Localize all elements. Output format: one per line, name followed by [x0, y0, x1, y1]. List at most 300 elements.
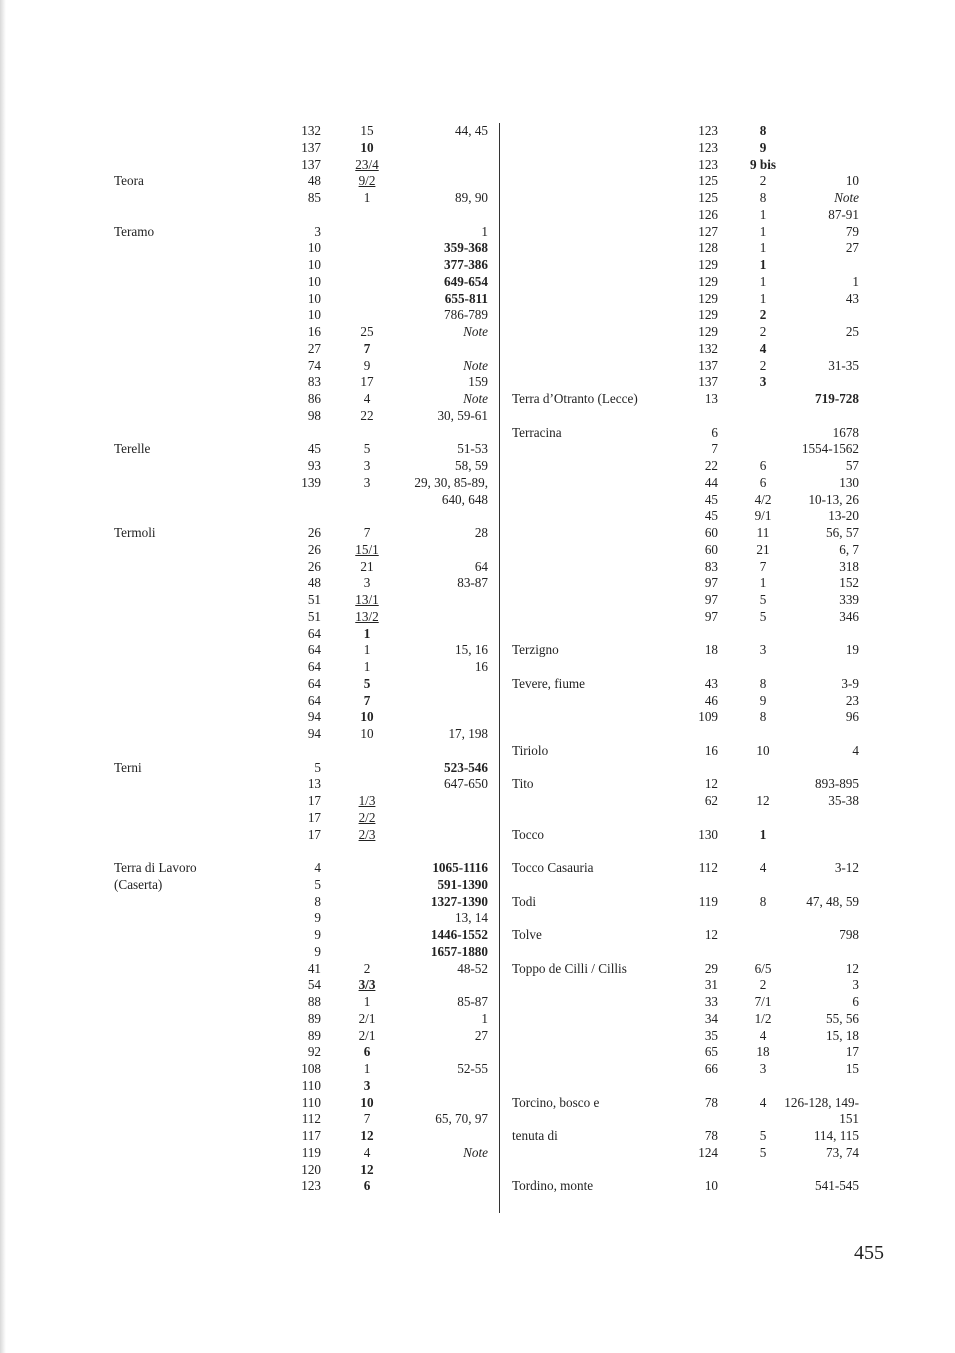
- index-entry-row: [0, 307, 498, 324]
- volume-number: 83: [307, 374, 321, 390]
- index-entry-row: [500, 341, 955, 358]
- page-reference: 28: [474, 525, 488, 540]
- index-entry-row: [500, 1145, 955, 1162]
- page-reference: 10-13, 26: [808, 491, 859, 507]
- page-reference: 17, 198: [448, 726, 488, 741]
- volume-number: 18: [704, 642, 718, 658]
- page-reference: 126-128, 149-: [784, 1094, 859, 1110]
- index-entry-row: [0, 1028, 498, 1045]
- page-reference: 56, 57: [826, 525, 859, 540]
- page-reference: 151: [839, 1111, 859, 1127]
- issue-number: 6/5: [754, 960, 772, 976]
- issue-number: 6: [759, 458, 767, 473]
- issue-number: 1/2: [754, 1010, 772, 1026]
- issue-number: 1: [363, 994, 371, 1009]
- index-entry-row: [0, 860, 498, 877]
- volume-number: 123: [698, 139, 718, 155]
- page-reference: 359-368: [444, 240, 488, 256]
- page-reference: Note: [463, 391, 488, 406]
- volume-number: 26: [307, 558, 321, 574]
- volume-number: 64: [307, 659, 321, 674]
- issue-number: 9: [363, 357, 371, 373]
- page-reference: 58, 59: [455, 458, 488, 473]
- index-entry-row: [0, 1078, 498, 1095]
- issue-number: 9/1: [754, 508, 772, 524]
- index-entry-row: [500, 207, 955, 224]
- page-reference: 893-895: [815, 776, 859, 792]
- index-entry-row: [0, 810, 498, 827]
- issue-number: 2: [759, 307, 767, 323]
- issue-number: 12: [360, 1161, 374, 1177]
- issue-number: 9: [759, 139, 767, 155]
- issue-number: 4: [363, 391, 371, 406]
- index-entry-row: [0, 173, 498, 190]
- volume-number: 60: [704, 525, 718, 540]
- volume-number: 9: [314, 927, 321, 942]
- place-name: Terra d’Otranto (Lecce): [512, 391, 638, 406]
- index-entry-row: [500, 324, 955, 341]
- index-entry-row: [0, 1162, 498, 1179]
- index-entry-row: [0, 626, 498, 643]
- issue-number: 10: [360, 1094, 374, 1110]
- volume-number: 123: [698, 156, 718, 172]
- page-reference: 57: [845, 458, 859, 473]
- page-reference: 591-1390: [437, 876, 488, 892]
- volume-number: 119: [301, 1144, 321, 1160]
- issue-number: 7/1: [754, 994, 772, 1009]
- issue-number: 7: [363, 525, 371, 540]
- page-reference: 1327-1390: [430, 893, 488, 909]
- volume-number: 35: [704, 1027, 718, 1043]
- volume-number: 110: [301, 1094, 321, 1110]
- index-entry-row: [500, 676, 955, 693]
- index-entry-row: [0, 1178, 498, 1195]
- index-entry-row: [0, 709, 498, 726]
- index-entry-row: [0, 240, 498, 257]
- page-reference: 17: [845, 1044, 859, 1060]
- index-entry-row: [0, 944, 498, 961]
- page-reference: 30, 59-61: [437, 407, 488, 423]
- place-name: Terzigno: [512, 642, 559, 658]
- page-reference: 52-55: [457, 1061, 488, 1076]
- index-entry-row: [500, 157, 955, 174]
- page-reference: 25: [845, 324, 859, 339]
- index-entry-row: [0, 642, 498, 659]
- volume-number: 33: [704, 994, 718, 1009]
- page-reference: 339: [839, 592, 859, 607]
- page-reference: 655-811: [444, 290, 488, 306]
- page-reference: 1: [481, 1010, 488, 1026]
- blank-row: [0, 743, 498, 760]
- volume-number: 123: [301, 1178, 321, 1194]
- volume-number: 139: [301, 474, 321, 490]
- index-entry-row: [0, 659, 498, 676]
- volume-number: 92: [307, 1044, 321, 1060]
- issue-number: 10: [360, 726, 374, 741]
- issue-number: 1: [363, 190, 371, 205]
- page-reference: 29, 30, 85-89,: [414, 474, 488, 490]
- volume-number: 130: [698, 826, 718, 842]
- volume-number: 93: [307, 458, 321, 473]
- volume-number: 17: [307, 826, 321, 842]
- index-entry-row: [0, 676, 498, 693]
- issue-number: 1: [363, 642, 371, 658]
- volume-number: 119: [698, 893, 718, 909]
- blank-row: [500, 726, 955, 743]
- page-reference: 48-52: [457, 960, 488, 976]
- place-name: Terelle: [114, 441, 151, 457]
- volume-number: 86: [307, 391, 321, 406]
- issue-number: 13/2: [355, 608, 379, 624]
- blank-row: [500, 408, 955, 425]
- volume-number: 45: [704, 508, 718, 524]
- place-name: (Caserta): [114, 876, 163, 892]
- volume-number: 12: [704, 927, 718, 942]
- volume-number: 127: [698, 223, 718, 239]
- place-name: Tordino, monte: [512, 1178, 594, 1194]
- index-entry-row: [0, 341, 498, 358]
- index-entry-row: [500, 525, 955, 542]
- blank-row: [500, 659, 955, 676]
- page-reference: 89, 90: [455, 190, 488, 205]
- index-entry-row: [500, 609, 955, 626]
- issue-number: 23/4: [355, 156, 379, 172]
- issue-number: 2: [759, 324, 767, 339]
- volume-number: 125: [698, 173, 718, 189]
- issue-number: 3: [363, 1077, 371, 1093]
- volume-number: 48: [307, 173, 321, 189]
- page-reference: 79: [845, 223, 859, 239]
- index-entry-row: [0, 190, 498, 207]
- index-entry-row: [0, 157, 498, 174]
- index-entry-row: [0, 408, 498, 425]
- volume-number: 10: [307, 257, 321, 272]
- page-reference: 35-38: [828, 793, 859, 808]
- index-entry-row: [0, 760, 498, 777]
- issue-number: 4: [363, 1144, 371, 1160]
- volume-number: 65: [704, 1044, 718, 1060]
- volume-number: 9: [314, 910, 321, 926]
- place-name: Torcino, bosco e: [512, 1094, 600, 1110]
- issue-number: 3: [759, 1061, 767, 1076]
- index-entry-row: [500, 1011, 955, 1028]
- place-name: Tiriolo: [512, 742, 549, 758]
- volume-number: 66: [704, 1061, 718, 1076]
- page-reference: 51-53: [457, 441, 488, 457]
- index-entry-row: [0, 827, 498, 844]
- volume-number: 6: [711, 424, 718, 440]
- volume-number: 78: [704, 1094, 718, 1110]
- page-reference: 1: [852, 273, 859, 289]
- page-reference: Note: [463, 357, 488, 373]
- volume-number: 129: [698, 257, 718, 272]
- place-name: Tolve: [512, 927, 542, 942]
- index-entry-row: [500, 1028, 955, 1045]
- place-name: Toppo de Cilli / Cillis: [512, 960, 627, 976]
- index-entry-row: [500, 257, 955, 274]
- issue-number: 8: [759, 675, 767, 691]
- volume-number: 60: [704, 541, 718, 557]
- volume-number: 16: [704, 742, 718, 758]
- page-reference: 649-654: [444, 273, 488, 289]
- issue-number: 21: [360, 558, 374, 574]
- issue-number: 15/1: [355, 541, 379, 557]
- page-reference: 523-546: [444, 759, 488, 775]
- index-entry-row: [0, 123, 498, 140]
- page-reference: 83-87: [457, 575, 488, 591]
- volume-number: 124: [698, 1144, 718, 1160]
- issue-number: 6: [363, 1044, 371, 1060]
- volume-number: 10: [307, 240, 321, 256]
- volume-number: 94: [307, 709, 321, 725]
- index-entry-row: [0, 927, 498, 944]
- index-entry-row: [0, 525, 498, 542]
- volume-number: 27: [307, 340, 321, 356]
- index-entry-row: [0, 910, 498, 927]
- blank-row: [500, 760, 955, 777]
- issue-number: 2: [759, 977, 767, 993]
- page-reference: 44, 45: [455, 123, 488, 138]
- issue-number: 7: [363, 1111, 371, 1127]
- page-reference: 1446-1552: [430, 927, 488, 942]
- index-entry-row: [500, 458, 955, 475]
- index-entry-row: [0, 877, 498, 894]
- place-name: Tocco Casauria: [512, 860, 594, 875]
- blank-row: [0, 207, 498, 224]
- page-reference: 15: [845, 1061, 859, 1076]
- volume-number: 26: [307, 525, 321, 540]
- page-reference: 798: [839, 927, 859, 942]
- issue-number: 4: [759, 1094, 767, 1110]
- index-entry-row: [500, 240, 955, 257]
- index-entry-row: [0, 1044, 498, 1061]
- volume-number: 13: [307, 776, 321, 792]
- page-reference: 85-87: [457, 994, 488, 1009]
- issue-number: 10: [360, 139, 374, 155]
- issue-number: 2: [759, 357, 767, 373]
- index-entry-row: [0, 609, 498, 626]
- volume-number: 109: [698, 709, 718, 725]
- volume-number: 112: [698, 860, 718, 875]
- volume-number: 3: [314, 223, 321, 239]
- index-entry-row: [500, 374, 955, 391]
- page-reference: 12: [845, 960, 859, 976]
- volume-number: 89: [307, 1027, 321, 1043]
- issue-number: 8: [759, 123, 767, 138]
- blank-row: [500, 1078, 955, 1095]
- page-reference: 159: [468, 374, 488, 390]
- volume-number: 117: [301, 1128, 321, 1143]
- volume-number: 62: [704, 793, 718, 808]
- index-entry-row: [0, 458, 498, 475]
- page-reference: 318: [839, 558, 859, 574]
- issue-number: 3: [363, 575, 371, 591]
- page-reference: 15, 18: [826, 1027, 859, 1043]
- index-entry-row: [0, 894, 498, 911]
- index-entry-row: [500, 894, 955, 911]
- issue-number: 9: [759, 692, 767, 708]
- index-entry-row: [500, 123, 955, 140]
- volume-number: 123: [698, 123, 718, 138]
- issue-number: 5: [363, 441, 371, 457]
- issue-number: 8: [759, 190, 767, 205]
- page-reference: 1657-1880: [430, 943, 488, 959]
- issue-number: 1: [759, 273, 767, 289]
- issue-number: 1: [759, 575, 767, 591]
- page-reference: 47, 48, 59: [806, 893, 859, 909]
- volume-number: 8: [314, 893, 321, 909]
- index-entry-row: [500, 492, 955, 509]
- page-reference: 6: [852, 994, 859, 1009]
- place-name: Termoli: [114, 525, 156, 540]
- volume-number: 129: [698, 273, 718, 289]
- volume-number: 22: [704, 458, 718, 473]
- volume-number: 120: [301, 1161, 321, 1177]
- issue-number: 7: [363, 692, 371, 708]
- volume-number: 78: [704, 1128, 718, 1143]
- blank-row: [0, 425, 498, 442]
- page-reference: 4: [852, 742, 859, 758]
- issue-number: 5: [759, 1128, 767, 1143]
- issue-number: 2: [759, 173, 767, 189]
- volume-number: 5: [314, 876, 321, 892]
- issue-number: 2/2: [358, 809, 376, 825]
- page-reference: 27: [474, 1027, 488, 1043]
- issue-number: 12: [756, 793, 770, 808]
- place-name: Tito: [512, 776, 534, 792]
- volume-number: 31: [704, 977, 718, 993]
- blank-row: [500, 944, 955, 961]
- volume-number: 64: [307, 675, 321, 691]
- index-entry-row: [500, 1095, 955, 1112]
- volume-number: 129: [698, 307, 718, 323]
- index-entry-row: [0, 1095, 498, 1112]
- volume-number: 26: [307, 541, 321, 557]
- page-reference: 1: [481, 223, 488, 239]
- place-name: Todi: [512, 893, 536, 909]
- volume-number: 132: [301, 123, 321, 138]
- volume-number: 64: [307, 642, 321, 658]
- issue-number: 8: [759, 709, 767, 725]
- volume-number: 10: [307, 273, 321, 289]
- volume-number: 7: [711, 441, 718, 457]
- volume-number: 9: [314, 943, 321, 959]
- index-entry-row: [500, 860, 955, 877]
- index-entry-row: [0, 492, 498, 509]
- index-entry-row: [500, 927, 955, 944]
- left-index-column: [0, 123, 498, 1195]
- issue-number: 2/3: [358, 826, 376, 842]
- page-reference: 13, 14: [455, 910, 488, 926]
- volume-number: 129: [698, 324, 718, 339]
- issue-number: 1: [759, 290, 767, 306]
- index-entry-row: [0, 793, 498, 810]
- volume-number: 125: [698, 190, 718, 205]
- issue-number: 3: [759, 642, 767, 658]
- volume-number: 88: [307, 994, 321, 1009]
- page-reference: 346: [839, 608, 859, 624]
- index-entry-row: [500, 224, 955, 241]
- volume-number: 98: [307, 407, 321, 423]
- index-entry-row: [0, 726, 498, 743]
- volume-number: 45: [704, 491, 718, 507]
- index-entry-row: [500, 977, 955, 994]
- issue-number: 6: [759, 474, 767, 490]
- page-reference: 13-20: [828, 508, 859, 524]
- issue-number: 5: [759, 608, 767, 624]
- issue-number: 4: [759, 860, 767, 875]
- index-entry-row: [500, 508, 955, 525]
- volume-number: 10: [307, 307, 321, 323]
- volume-number: 89: [307, 1010, 321, 1026]
- issue-number: 1: [759, 826, 767, 842]
- page-reference: 647-650: [444, 776, 488, 792]
- index-entry-row: [0, 140, 498, 157]
- index-entry-row: [0, 358, 498, 375]
- index-entry-row: [500, 1111, 955, 1128]
- volume-number: 17: [307, 809, 321, 825]
- volume-number: 34: [704, 1010, 718, 1026]
- page-reference: 19: [845, 642, 859, 658]
- volume-number: 5: [314, 759, 321, 775]
- index-entry-row: [0, 961, 498, 978]
- index-entry-row: [0, 1128, 498, 1145]
- page-reference: 377-386: [444, 257, 488, 272]
- page-reference: 31-35: [828, 357, 859, 373]
- index-entry-row: [500, 391, 955, 408]
- page-reference: 73, 74: [826, 1144, 859, 1160]
- page-reference: 1065-1116: [432, 860, 488, 875]
- place-name: Teora: [114, 173, 144, 189]
- index-entry-row: [500, 642, 955, 659]
- page-reference: 55, 56: [826, 1010, 859, 1026]
- issue-number: 21: [756, 541, 770, 557]
- issue-number: 1/3: [358, 793, 376, 808]
- blank-row: [500, 843, 955, 860]
- index-entry-row: [500, 709, 955, 726]
- issue-number: 3: [759, 374, 767, 390]
- index-entry-row: [500, 358, 955, 375]
- issue-number: 12: [360, 1128, 374, 1143]
- index-entry-row: [500, 190, 955, 207]
- volume-number: 29: [704, 960, 718, 976]
- index-entry-row: [500, 441, 955, 458]
- issue-number: 8: [759, 893, 767, 909]
- index-entry-row: [500, 793, 955, 810]
- volume-number: 10: [704, 1178, 718, 1194]
- page-reference: 114, 115: [813, 1128, 859, 1143]
- page-reference: 152: [839, 575, 859, 591]
- page-reference: 541-545: [815, 1178, 859, 1194]
- index-entry-row: [0, 1011, 498, 1028]
- issue-number: 4: [759, 340, 767, 356]
- blank-row: [500, 910, 955, 927]
- index-entry-row: [500, 425, 955, 442]
- issue-number: 7: [759, 558, 767, 574]
- index-entry-row: [0, 977, 498, 994]
- page-reference: 130: [839, 474, 859, 490]
- page-reference: Note: [463, 1144, 488, 1160]
- blank-row: [500, 626, 955, 643]
- issue-number: 1: [363, 659, 371, 674]
- volume-number: 137: [698, 374, 718, 390]
- page-reference: 3-12: [834, 860, 859, 875]
- index-entry-row: [500, 743, 955, 760]
- issue-number: 13/1: [355, 592, 379, 607]
- issue-number: 9 bis: [749, 156, 777, 172]
- place-name: Tocco: [512, 826, 545, 842]
- volume-number: 137: [301, 139, 321, 155]
